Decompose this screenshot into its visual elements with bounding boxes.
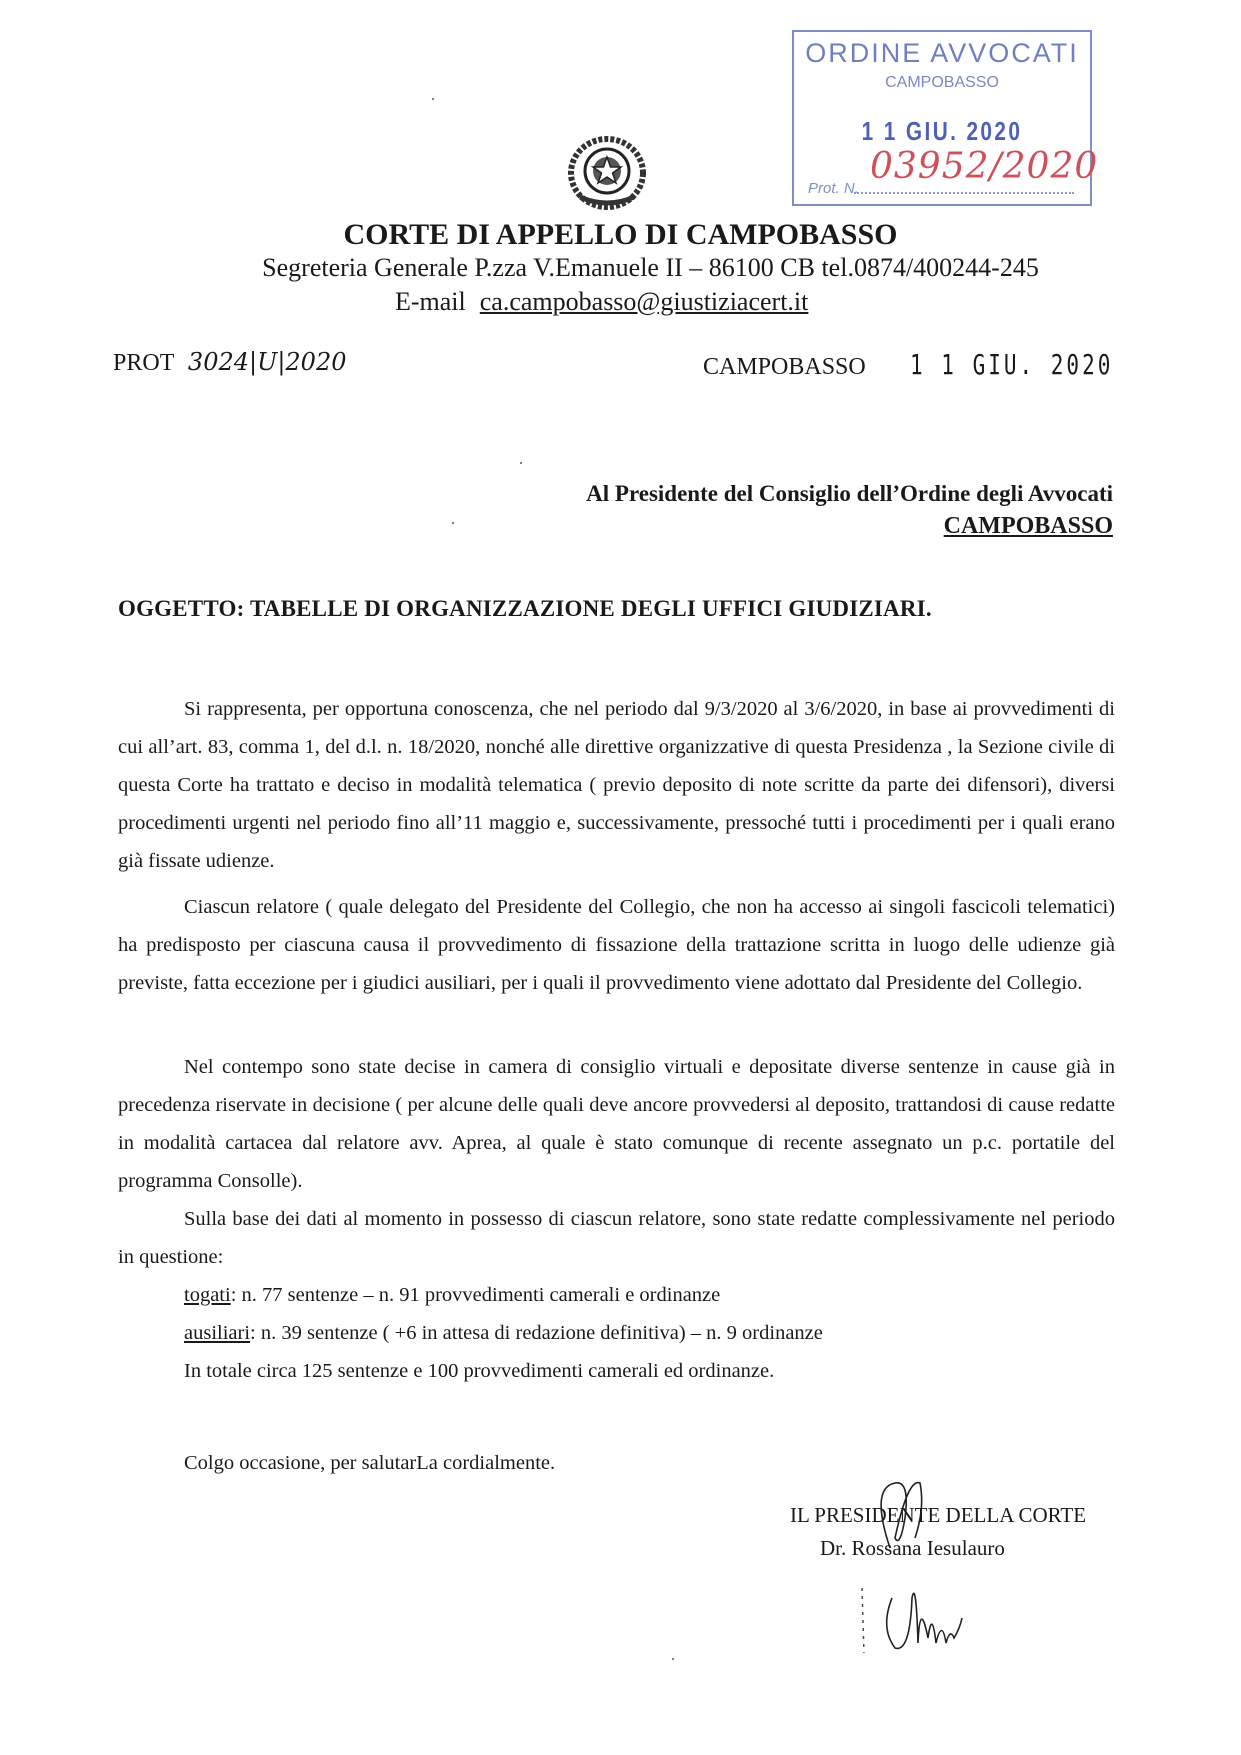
subject-line: OGGETTO: TABELLE DI ORGANIZZAZIONE DEGLI UFFICI GIUDIZIARI. bbox=[118, 596, 932, 621]
body-paragraph bbox=[118, 690, 1115, 880]
email-link[interactable]: ca.campobasso@giustiziacert.it bbox=[479, 287, 809, 316]
protocol-label: PROT bbox=[113, 350, 174, 376]
closing-greeting: Colgo occasione, per salutarLa cordialmente. bbox=[184, 1452, 556, 1474]
italian-republic-emblem-icon bbox=[566, 135, 648, 211]
court-address: Segreteria Generale P.zza V.Emanuele II – 86100 CB tel.0874/400244-245 bbox=[262, 253, 1039, 282]
court-email-line bbox=[395, 287, 808, 317]
list-item-label: ausiliari bbox=[184, 1322, 251, 1344]
email-label: E-mail bbox=[395, 287, 466, 316]
recipient-city: CAMPOBASSO bbox=[943, 513, 1113, 539]
paragraph-text: Sulla base dei dati al momento in possesso di ciascun relatore, sono state redatte complessivamente nel periodo in questione: bbox=[118, 1208, 1115, 1268]
place-date bbox=[703, 348, 1181, 381]
body-paragraph bbox=[118, 888, 1115, 1002]
signatory-name: Dr. Rossana Iesulauro bbox=[820, 1536, 1005, 1560]
place: CAMPOBASSO bbox=[703, 354, 866, 380]
stamp-subtitle: CAMPOBASSO bbox=[885, 74, 999, 91]
total-line: In totale circa 125 sentenze e 100 provvedimenti camerali ed ordinanze. bbox=[184, 1360, 775, 1382]
scan-speck bbox=[672, 1658, 674, 1660]
stamp-prot-label: Prot. N. bbox=[808, 180, 859, 197]
protocol-line bbox=[113, 348, 346, 377]
paragraph-text: Si rappresenta, per opportuna conoscenza, che nel periodo dal 9/3/2020 al 3/6/2020, in base ai provvedimenti di cui all’art. 83, comma 1, del d.l. n. 18/2020, nonché alle direttive organizzative di questa Presidenza , la Sezione civile di questa Corte ha trattato e deciso in modalità telematica ( previo deposito di note scritte da parte dei difensori), diversi procedimenti urgenti nel periodo fino all’11 maggio e, successivamente, pressoché tutti i procedimenti per i quali erano già fissate udienze. bbox=[118, 698, 1115, 872]
recipient-line: Al Presidente del Consiglio dell’Ordine degli Avvocati bbox=[586, 481, 1113, 506]
scan-speck bbox=[432, 98, 434, 100]
stamped-date: 1 1 GIU. 2020 bbox=[909, 348, 1114, 381]
list-item-ausiliari bbox=[184, 1314, 823, 1352]
list-item-text: : n. 39 sentenze ( +6 in attesa di redazione definitiva) – n. 9 ordinanze bbox=[250, 1322, 823, 1344]
body-paragraph bbox=[118, 1200, 1115, 1276]
stamp-date: 1 1 GIU. 2020 bbox=[861, 116, 1023, 146]
list-item-text: : n. 77 sentenze – n. 91 provvedimenti camerali e ordinanze bbox=[230, 1284, 721, 1306]
signatory-title: IL PRESIDENTE DELLA CORTE bbox=[790, 1503, 1087, 1527]
body-paragraph bbox=[118, 1048, 1115, 1200]
stamp-dotted-line bbox=[854, 192, 1074, 194]
paragraph-text: Nel contempo sono state decise in camera di consiglio virtuali e depositate diverse sentenze in cause già in precedenza riservate in decisione ( per alcune delle quali deve ancore provvedersi al deposito, trattandosi di cause redatte in modalità cartacea dal relatore avv. Aprea, al quale è stato comunque di recente assegnato un p.c. portatile del programma Consolle). bbox=[118, 1056, 1115, 1192]
scan-speck bbox=[520, 462, 522, 464]
court-name: CORTE DI APPELLO DI CAMPOBASSO bbox=[343, 218, 898, 251]
stamp-title: ORDINE AVVOCATI bbox=[805, 38, 1079, 68]
scan-speck bbox=[452, 522, 454, 524]
received-stamp bbox=[792, 30, 1099, 206]
list-item-togati bbox=[184, 1276, 720, 1314]
list-item-label: togati bbox=[184, 1284, 231, 1306]
protocol-number: 3024|U|2020 bbox=[187, 348, 347, 376]
stamp-prot-number: 03952/2020 bbox=[870, 146, 1099, 187]
paragraph-text: Ciascun relatore ( quale delegato del Presidente del Collegio, che non ha accesso ai singoli fascicoli telematici) ha predisposto per ciascuna causa il provvedimento di fissazione della trattazione scritta in luogo delle udienze già previste, fatta eccezione per i giudici ausiliari, per i quali il provvedimento viene adottato dal Presidente del Collegio. bbox=[118, 896, 1115, 994]
recipient-block bbox=[586, 478, 1113, 542]
